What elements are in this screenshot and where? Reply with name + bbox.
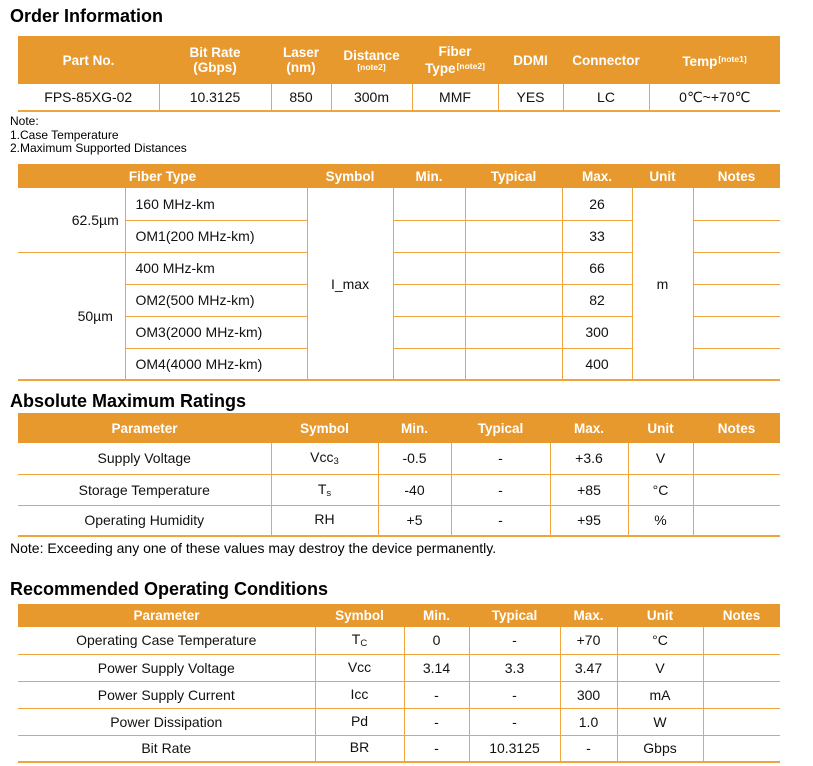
fiber-table-header-row xyxy=(18,164,780,188)
cell-symbol: Pd xyxy=(315,708,404,735)
cell-min-empty xyxy=(393,220,465,252)
cell-max: 300 xyxy=(560,681,617,708)
cell-max: +70 xyxy=(560,627,617,654)
fiber-row xyxy=(18,188,780,220)
section-title-recommended-operating-conditions: Recommended Operating Conditions xyxy=(10,579,329,599)
header-label: Bit Rate xyxy=(189,45,241,60)
cell-symbol: TC xyxy=(315,627,404,654)
cell-max: 82 xyxy=(562,284,632,316)
col-header-notes: Notes xyxy=(693,413,780,443)
roc-row xyxy=(18,735,780,762)
cell-max: - xyxy=(560,735,617,762)
header-footnote-ref: [note2] xyxy=(456,61,485,71)
cell-min: 0 xyxy=(404,627,469,654)
cell-parameter: Power Supply Current xyxy=(18,681,315,708)
cell-fiber-group: 62.5µm xyxy=(18,188,125,252)
cell-fiber-subtype: OM2(500 MHz-km) xyxy=(125,284,307,316)
cell-unit: °C xyxy=(617,627,703,654)
cell-unit: °C xyxy=(628,474,693,505)
header-label: (Gbps) xyxy=(193,60,237,75)
cell-bit-rate: 10.3125 xyxy=(159,84,271,111)
cell-notes-empty xyxy=(703,627,780,654)
cell-typical: - xyxy=(469,627,560,654)
amr-row xyxy=(18,505,780,536)
cell-fiber-subtype: 160 MHz-km xyxy=(125,188,307,220)
cell-parameter: Power Supply Voltage xyxy=(18,654,315,681)
cell-notes-empty xyxy=(693,505,780,536)
cell-max: +85 xyxy=(550,474,628,505)
cell-max: +95 xyxy=(550,505,628,536)
col-header-connector xyxy=(563,36,649,84)
cell-min: - xyxy=(404,708,469,735)
header-label: Fiber xyxy=(438,44,472,59)
header-label: Temp[note1] xyxy=(682,53,747,69)
amr-row xyxy=(18,474,780,505)
cell-unit: V xyxy=(628,443,693,474)
cell-typical: - xyxy=(451,505,550,536)
col-header-fiber-type xyxy=(412,36,498,84)
cell-notes-empty xyxy=(693,443,780,474)
header-label: Laser xyxy=(282,45,320,60)
section-title-order-information: Order Information xyxy=(10,6,164,26)
header-label: (nm) xyxy=(286,60,316,75)
cell-notes-empty xyxy=(693,252,780,284)
roc-row xyxy=(18,654,780,681)
cell-symbol: Vcc xyxy=(315,654,404,681)
cell-min-empty xyxy=(393,188,465,220)
cell-notes-empty xyxy=(693,220,780,252)
cell-symbol: Icc xyxy=(315,681,404,708)
cell-parameter: Power Dissipation xyxy=(18,708,315,735)
cell-symbol: BR xyxy=(315,735,404,762)
order-information-row xyxy=(18,84,780,111)
cell-typical: - xyxy=(451,474,550,505)
header-label: DDMI xyxy=(513,52,548,68)
cell-symbol: RH xyxy=(271,505,378,536)
amr-row xyxy=(18,443,780,474)
col-header-min: Min. xyxy=(393,164,465,188)
cell-unit: V xyxy=(617,654,703,681)
col-header-unit: Unit xyxy=(628,413,693,443)
col-header-temp xyxy=(649,36,780,84)
col-header-unit: Unit xyxy=(617,604,703,627)
roc-row xyxy=(18,681,780,708)
cell-typical-empty xyxy=(465,220,562,252)
cell-notes-empty xyxy=(693,284,780,316)
cell-distance: 300m xyxy=(331,84,412,111)
symbol-subscript: C xyxy=(360,638,368,650)
cell-parameter: Bit Rate xyxy=(18,735,315,762)
col-header-typical: Typical xyxy=(451,413,550,443)
cell-parameter: Storage Temperature xyxy=(18,474,271,505)
col-header-min: Min. xyxy=(378,413,451,443)
cell-notes-empty xyxy=(693,348,780,380)
cell-max: 300 xyxy=(562,316,632,348)
roc-row xyxy=(18,627,780,654)
cell-notes-empty xyxy=(703,681,780,708)
cell-min: - xyxy=(404,681,469,708)
cell-typical-empty xyxy=(465,284,562,316)
header-label: Connector xyxy=(572,52,640,68)
cell-notes-empty xyxy=(703,708,780,735)
col-header-bit-rate xyxy=(159,36,271,84)
cell-notes-empty xyxy=(703,654,780,681)
cell-min: -0.5 xyxy=(378,443,451,474)
cell-min-empty xyxy=(393,316,465,348)
cell-unit: % xyxy=(628,505,693,536)
cell-connector: LC xyxy=(563,84,649,111)
roc-row xyxy=(18,708,780,735)
cell-typical: 3.3 xyxy=(469,654,560,681)
cell-laser: 850 xyxy=(271,84,331,111)
cell-fiber-subtype: 400 MHz-km xyxy=(125,252,307,284)
order-information-table xyxy=(18,36,780,112)
roc-table-header-row xyxy=(18,604,780,627)
cell-symbol: Vcc3 xyxy=(271,443,378,474)
cell-min-empty xyxy=(393,252,465,284)
col-header-ddmi xyxy=(498,36,563,84)
col-header-fiber-type: Fiber Type xyxy=(18,164,307,188)
cell-unit: m xyxy=(632,188,693,380)
col-header-max: Max. xyxy=(550,413,628,443)
cell-unit: mA xyxy=(617,681,703,708)
cell-temp: 0℃~+70℃ xyxy=(649,84,780,111)
cell-fiber-subtype: OM1(200 MHz-km) xyxy=(125,220,307,252)
cell-fiber-subtype: OM4(4000 MHz-km) xyxy=(125,348,307,380)
cell-max: 33 xyxy=(562,220,632,252)
cell-symbol: Ts xyxy=(271,474,378,505)
cell-max: +3.6 xyxy=(550,443,628,474)
col-header-typical: Typical xyxy=(469,604,560,627)
cell-min: +5 xyxy=(378,505,451,536)
cell-notes-empty xyxy=(693,188,780,220)
header-footnote-ref: [note1] xyxy=(718,53,747,64)
footnote-line: Note: xyxy=(10,114,39,128)
cell-symbol: I_max xyxy=(307,188,393,380)
cell-max: 26 xyxy=(562,188,632,220)
col-header-notes: Notes xyxy=(693,164,780,188)
cell-unit: Gbps xyxy=(617,735,703,762)
cell-parameter: Operating Case Temperature xyxy=(18,627,315,654)
amr-table-header-row xyxy=(18,413,780,443)
cell-notes-empty xyxy=(693,474,780,505)
fiber-distance-table xyxy=(18,164,780,381)
cell-typical-empty xyxy=(465,188,562,220)
amr-warning-note: Note: Exceeding any one of these values may destroy the device permanently. xyxy=(10,540,497,556)
col-header-symbol: Symbol xyxy=(307,164,393,188)
col-header-unit: Unit xyxy=(632,164,693,188)
cell-parameter: Operating Humidity xyxy=(18,505,271,536)
col-header-notes: Notes xyxy=(703,604,780,627)
col-header-part-no xyxy=(18,36,159,84)
cell-typical: - xyxy=(451,443,550,474)
col-header-parameter: Parameter xyxy=(18,413,271,443)
section-title-absolute-maximum-ratings: Absolute Maximum Ratings xyxy=(10,391,247,411)
col-header-typical: Typical xyxy=(465,164,562,188)
cell-unit: W xyxy=(617,708,703,735)
col-header-laser xyxy=(271,36,331,84)
order-table-header-row xyxy=(18,36,780,84)
col-header-parameter: Parameter xyxy=(18,604,315,627)
cell-typical-empty xyxy=(465,348,562,380)
cell-min-empty xyxy=(393,284,465,316)
symbol-subscript: 3 xyxy=(333,456,339,468)
footnote-line: 1.Case Temperature xyxy=(10,127,119,142)
header-label: Part No. xyxy=(62,52,115,68)
cell-max: 1.0 xyxy=(560,708,617,735)
cell-min: - xyxy=(404,735,469,762)
cell-min: -40 xyxy=(378,474,451,505)
col-header-max: Max. xyxy=(560,604,617,627)
header-label: Distance xyxy=(343,48,400,63)
cell-typical-empty xyxy=(465,252,562,284)
cell-parameter: Supply Voltage xyxy=(18,443,271,474)
col-header-max: Max. xyxy=(562,164,632,188)
cell-min-empty xyxy=(393,348,465,380)
order-information-footnotes xyxy=(10,115,187,156)
cell-part-no: FPS-85XG-02 xyxy=(18,84,159,111)
recommended-operating-conditions-table xyxy=(18,604,780,763)
absolute-maximum-ratings-table xyxy=(18,413,780,537)
cell-fiber-type: MMF xyxy=(412,84,498,111)
col-header-symbol: Symbol xyxy=(271,413,378,443)
cell-notes-empty xyxy=(693,316,780,348)
symbol-subscript: s xyxy=(326,487,332,499)
cell-typical: - xyxy=(469,708,560,735)
cell-fiber-group: 50µm xyxy=(18,252,125,380)
cell-max: 400 xyxy=(562,348,632,380)
col-header-distance xyxy=(331,36,412,84)
header-footnote-ref: [note2] xyxy=(357,62,386,72)
cell-typical: - xyxy=(469,681,560,708)
cell-ddmi: YES xyxy=(498,84,563,111)
footnote-line: 2.Maximum Supported Distances xyxy=(10,141,187,155)
col-header-min: Min. xyxy=(404,604,469,627)
cell-min: 3.14 xyxy=(404,654,469,681)
cell-typical-empty xyxy=(465,316,562,348)
header-label: Type[note2] xyxy=(425,61,485,76)
col-header-symbol: Symbol xyxy=(315,604,404,627)
cell-fiber-subtype: OM3(2000 MHz-km) xyxy=(125,316,307,348)
cell-notes-empty xyxy=(703,735,780,762)
cell-max: 3.47 xyxy=(560,654,617,681)
cell-typical: 10.3125 xyxy=(469,735,560,762)
cell-max: 66 xyxy=(562,252,632,284)
